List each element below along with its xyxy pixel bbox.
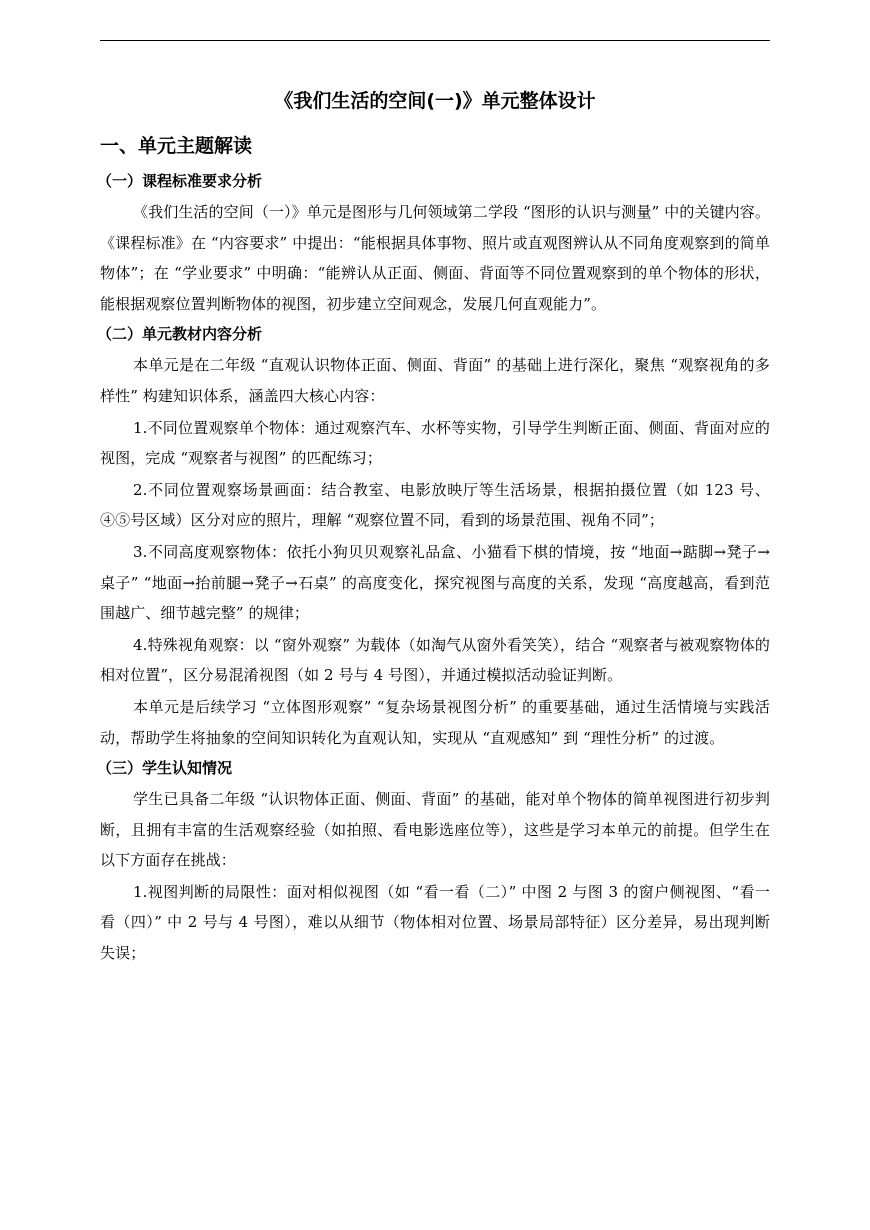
list-item: 1.不同位置观察单个物体：通过观察汽车、水杯等实物，引导学生判断正面、侧面、背面对应的视图，完成 “观察者与视图” 的匹配练习；: [100, 418, 770, 468]
list-item: 2.不同位置观察场景画面：结合教室、电影放映厅等生活场景，根据拍摄位置（如 123 号、④⑤号区域）区分对应的照片，理解 “观察位置不同，看到的场景范围、视角不同”；: [100, 480, 770, 530]
list-item: 3.不同高度观察物体：依托小狗贝贝观察礼品盒、小猫看下棋的情境，按 “地面→踮脚→凳子→桌子” “地面→抬前腿→凳子→石桌” 的高度变化，探究视图与高度的关系，发现 “高度越高，看到范围越广、细节越完整” 的规律；: [100, 542, 770, 623]
header-rule: [100, 40, 770, 41]
paragraph: 本单元是后续学习 “立体图形观察” “复杂场景视图分析” 的重要基础，通过生活情境与实践活动，帮助学生将抽象的空间知识转化为直观认知，实现从 “直观感知” 到 “理性分析” 的过渡。: [100, 697, 770, 747]
paragraph: 《我们生活的空间（一）》单元是图形与几何领域第二学段 “图形的认识与测量” 中的关键内容。《课程标准》在 “内容要求” 中提出：“能根据具体事物、照片或直观图辨认从不同角度观察到的简单物体”；在 “学业要求” 中明确：“能辨认从正面、侧面、背面等不同位置观察到的单个物体的形状，能根据观察位置判断物体的视图，初步建立空间观念，发展几何直观能力”。: [100, 203, 770, 313]
paragraph: 本单元是在二年级 “直观认识物体正面、侧面、背面” 的基础上进行深化，聚焦 “观察视角的多样性” 构建知识体系，涵盖四大核心内容：: [100, 356, 770, 405]
subsection-heading-2: （二）单元教材内容分析: [97, 325, 263, 344]
subsection-heading-1: （一）课程标准要求分析: [97, 172, 263, 190]
list-item: 1.视图判断的局限性：面对相似视图（如 “看一看（二）” 中图 2 与图 3 的窗户侧视图、“看一看（四）” 中 2 号与 4 号图），难以从细节（物体相对位置、场景局部特征）区分差异，易出现判断失误；: [100, 882, 770, 963]
paragraph: 学生已具备二年级 “认识物体正面、侧面、背面” 的基础，能对单个物体的简单视图进行初步判断，且拥有丰富的生活观察经验（如拍照、看电影选座位等），这些是学习本单元的前提。但学生在以下方面存在挑战：: [100, 790, 770, 870]
section-heading-1: 一、单元主题解读: [100, 135, 253, 157]
document-title: 《我们生活的空间(一)》单元整体设计: [274, 90, 596, 112]
subsection-heading-3: （三）学生认知情况: [97, 759, 233, 778]
list-item: 4.特殊视角观察：以 “窗外观察” 为载体（如淘气从窗外看笑笑），结合 “观察者与被观察物体的相对位置”，区分易混淆视图（如 2 号与 4 号图），并通过模拟活动验证判断。: [100, 635, 770, 685]
document-page: [97, 88, 770, 970]
